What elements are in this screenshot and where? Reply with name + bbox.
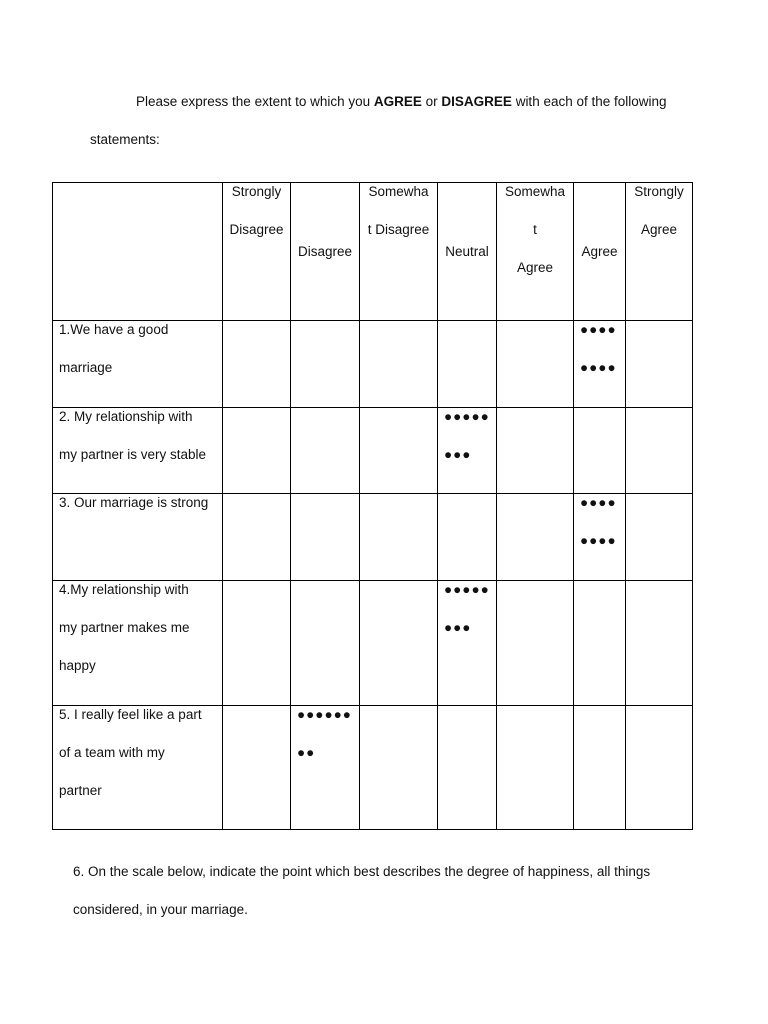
response-cell-marked[interactable] xyxy=(574,321,626,408)
table-row xyxy=(53,321,693,408)
response-cell[interactable] xyxy=(291,408,360,494)
column-header-line: t xyxy=(533,222,537,237)
statement-line: partner xyxy=(59,783,102,798)
response-dots: ●●●● xyxy=(580,495,617,510)
column-header-2 xyxy=(360,183,438,321)
survey-table xyxy=(52,182,693,830)
response-cell[interactable] xyxy=(626,581,693,706)
column-header-4 xyxy=(497,183,574,321)
response-cell[interactable] xyxy=(360,321,438,408)
response-cell[interactable] xyxy=(626,706,693,830)
response-cell[interactable] xyxy=(291,494,360,581)
instruction-text-post: with each of the following xyxy=(511,94,667,109)
response-dots: ●●●●●● xyxy=(297,707,352,722)
column-header-line: t Disagree xyxy=(367,222,430,237)
column-header-line: Agree xyxy=(516,260,554,275)
response-cell-marked[interactable] xyxy=(438,581,497,706)
statement-line: my partner makes me xyxy=(59,620,190,635)
statement-cell xyxy=(53,408,223,494)
statement-line: 2. My relationship with xyxy=(59,409,193,424)
column-header-line: Agree xyxy=(581,243,618,259)
table-header-row xyxy=(53,183,693,321)
question-6-line-2: considered, in your marriage. xyxy=(73,902,248,917)
response-cell[interactable] xyxy=(626,408,693,494)
response-cell-marked[interactable] xyxy=(438,408,497,494)
response-dots: ●●●●● xyxy=(444,582,490,597)
response-cell[interactable] xyxy=(497,321,574,408)
response-dots: ●●● xyxy=(444,620,472,635)
column-header-line: Neutral xyxy=(445,243,489,259)
statement-cell xyxy=(53,581,223,706)
response-cell[interactable] xyxy=(223,581,291,706)
statement-cell xyxy=(53,494,223,581)
column-header-1 xyxy=(291,183,360,321)
response-cell[interactable] xyxy=(223,321,291,408)
statement-line: marriage xyxy=(59,360,113,375)
statement-line: 4.My relationship with xyxy=(59,582,189,597)
response-dots: ●●●● xyxy=(580,360,617,375)
table-row xyxy=(53,408,693,494)
response-cell[interactable] xyxy=(360,706,438,830)
response-dots: ●●●●● xyxy=(444,409,490,424)
response-cell[interactable] xyxy=(574,408,626,494)
response-cell[interactable] xyxy=(497,706,574,830)
column-header-line: Disagree xyxy=(297,243,353,259)
response-cell-marked[interactable] xyxy=(574,494,626,581)
statement-line: 5. I really feel like a part xyxy=(59,707,202,722)
table-row xyxy=(53,706,693,830)
response-cell[interactable] xyxy=(497,494,574,581)
response-cell-marked[interactable] xyxy=(291,706,360,830)
statement-cell xyxy=(53,706,223,830)
statement-line: my partner is very stable xyxy=(59,447,207,462)
response-cell[interactable] xyxy=(291,581,360,706)
column-header-line: Disagree xyxy=(229,222,284,237)
response-cell[interactable] xyxy=(291,321,360,408)
response-dots: ●●●● xyxy=(580,322,617,337)
response-dots: ●●●● xyxy=(580,533,617,548)
response-cell[interactable] xyxy=(360,408,438,494)
instruction-line-1 xyxy=(136,93,667,111)
table-row xyxy=(53,581,693,706)
column-header-5 xyxy=(574,183,626,321)
instruction-line-2: statements: xyxy=(90,132,160,147)
response-cell[interactable] xyxy=(360,581,438,706)
response-cell[interactable] xyxy=(626,494,693,581)
response-cell[interactable] xyxy=(438,706,497,830)
response-cell[interactable] xyxy=(438,494,497,581)
column-header-line: Strongly xyxy=(231,184,282,199)
response-cell[interactable] xyxy=(223,408,291,494)
response-cell[interactable] xyxy=(360,494,438,581)
column-header-line: Strongly xyxy=(634,184,684,199)
response-cell[interactable] xyxy=(497,408,574,494)
response-cell[interactable] xyxy=(574,706,626,830)
instruction-or: or xyxy=(421,94,442,109)
statement-line: 1.We have a good xyxy=(59,322,169,337)
statement-line: 3. Our marriage is strong xyxy=(59,495,209,510)
header-corner-cell xyxy=(53,183,223,321)
question-6-line-1: 6. On the scale below, indicate the point which best describes the degree of happiness, all things xyxy=(73,864,651,879)
response-cell[interactable] xyxy=(438,321,497,408)
column-header-0 xyxy=(223,183,291,321)
response-dots: ●●● xyxy=(444,447,472,462)
statement-cell xyxy=(53,321,223,408)
disagree-emphasis: DISAGREE xyxy=(441,94,512,109)
response-cell[interactable] xyxy=(223,494,291,581)
response-cell[interactable] xyxy=(223,706,291,830)
column-header-3 xyxy=(438,183,497,321)
agree-emphasis: AGREE xyxy=(373,94,422,109)
table-row xyxy=(53,494,693,581)
response-cell[interactable] xyxy=(626,321,693,408)
column-header-line: Somewha xyxy=(368,184,429,199)
response-cell[interactable] xyxy=(574,581,626,706)
column-header-6 xyxy=(626,183,693,321)
response-dots: ●● xyxy=(297,745,316,760)
column-header-line: Agree xyxy=(640,222,678,237)
response-cell[interactable] xyxy=(497,581,574,706)
instruction-text-pre: Please express the extent to which you xyxy=(136,94,374,109)
statement-line: of a team with my xyxy=(59,745,165,760)
column-header-line: Somewha xyxy=(504,184,566,199)
statement-line: happy xyxy=(59,658,96,673)
